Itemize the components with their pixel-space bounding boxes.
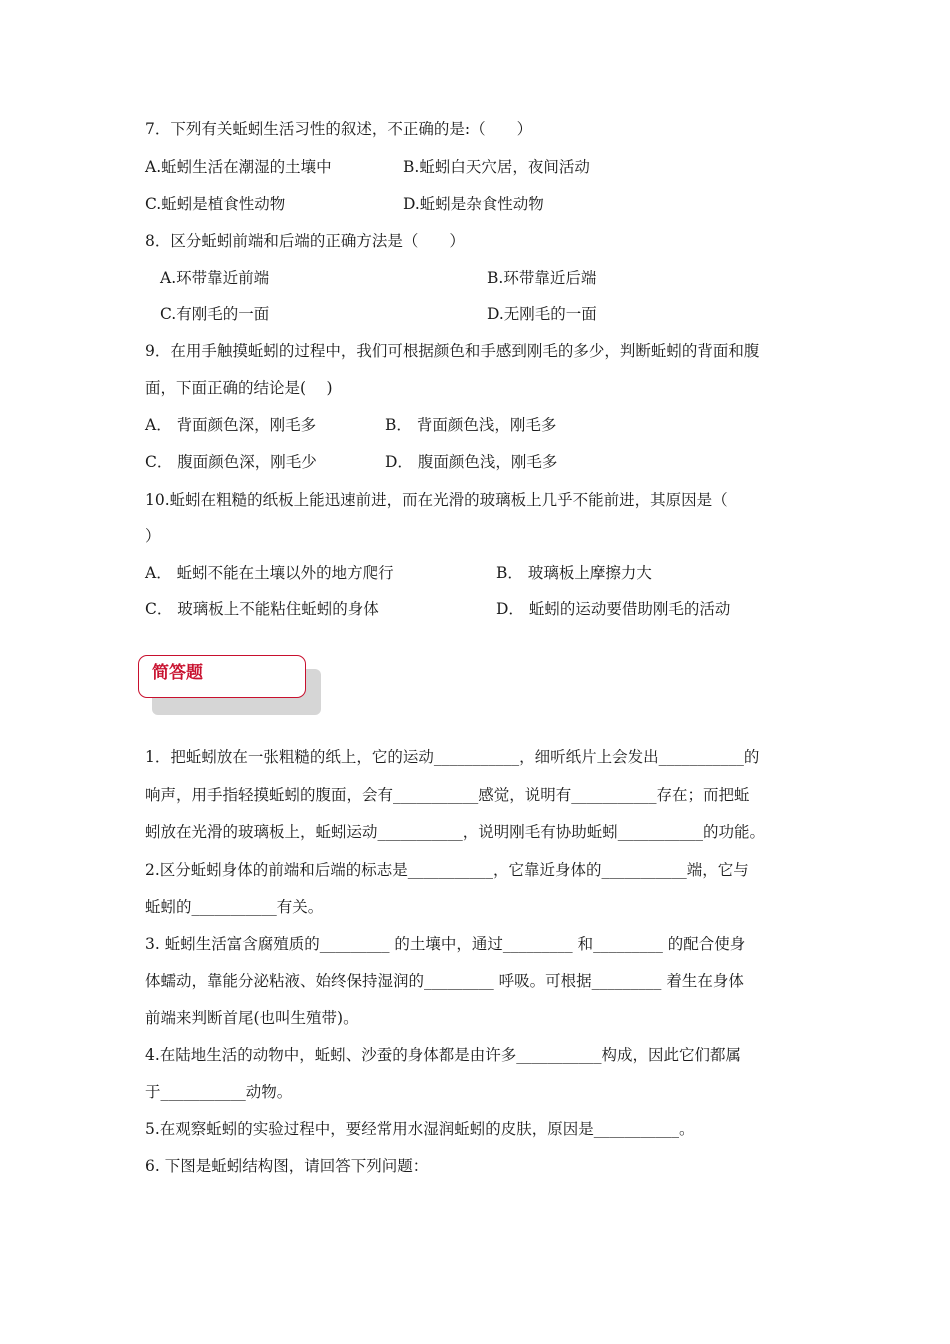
sa1-line3: 蚓放在光滑的玻璃板上，蚯蚓运动___________，说明刚毛有协助蚯蚓___________的功能。 [145,823,766,841]
q7-option-c: C.蚯蚓是植食性动物 [145,195,286,213]
q7-option-d: D.蚯蚓是杂食性动物 [403,195,544,213]
sa1-line2: 响声，用手指轻摸蚯蚓的腹面，会有___________感觉，说明有___________存在；而把蚯 [145,786,750,804]
q10-option-b: B． 玻璃板上摩擦力大 [496,564,652,582]
section-badge [138,655,306,698]
sa4-line1: 4.在陆地生活的动物中，蚯蚓、沙蚕的身体都是由许多___________构成，因此它们都属 [145,1046,742,1064]
section-title: 简答题 [152,663,203,683]
q8-option-c: C.有刚毛的一面 [160,305,270,323]
q8-stem: 8．区分蚯蚓前端和后端的正确方法是（ ） [145,232,465,250]
q10-stem-line1: 10.蚯蚓在粗糙的纸板上能迅速前进，而在光滑的玻璃板上几乎不能前进，其原因是（ [145,491,728,509]
sa3-line2: 体蠕动，靠能分泌粘液、始终保持湿润的_________ 呼吸。可根据_________ 着生在身体 [145,972,744,990]
q9-stem-line2: 面，下面正确的结论是( ) [145,379,333,397]
q10-option-d: D． 蚯蚓的运动要借助刚毛的活动 [496,600,731,618]
sa3-line1: 3. 蚯蚓生活富含腐殖质的_________ 的土壤中，通过_________ 和_________ 的配合使身 [145,935,746,953]
q10-stem-line2: ） [145,527,161,545]
q9-option-a: A． 背面颜色深，刚毛多 [145,416,317,434]
q9-option-d: D． 腹面颜色浅，刚毛多 [385,453,558,471]
q10-option-c: C． 玻璃板上不能粘住蚯蚓的身体 [145,600,379,618]
q7-option-b: B.蚯蚓白天穴居，夜间活动 [403,158,590,176]
sa1-line1: 1．把蚯蚓放在一张粗糙的纸上，它的运动___________，细听纸片上会发出___________的 [145,748,760,766]
q8-option-d: D.无刚毛的一面 [487,305,597,323]
q7-option-a: A.蚯蚓生活在潮湿的土壤中 [145,158,332,176]
q9-stem-line1: 9．在用手触摸蚯蚓的过程中，我们可根据颜色和手感到刚毛的多少，判断蚯蚓的背面和腹 [145,342,760,360]
sa6-line: 6. 下图是蚯蚓结构图，请回答下列问题： [145,1157,429,1175]
sa3-line3: 前端来判断首尾(也叫生殖带)。 [145,1009,359,1027]
sa2-line1: 2.区分蚯蚓身体的前端和后端的标志是___________，它靠近身体的___________端，它与 [145,861,749,879]
q8-option-a: A.环带靠近前端 [160,269,270,287]
q9-option-b: B． 背面颜色浅，刚毛多 [385,416,557,434]
q8-option-b: B.环带靠近后端 [487,269,597,287]
q10-option-a: A． 蚯蚓不能在土壤以外的地方爬行 [145,564,394,582]
q7-stem: 7．下列有关蚯蚓生活习性的叙述，不正确的是:（ ） [145,120,533,138]
sa5-line: 5.在观察蚯蚓的实验过程中，要经常用水湿润蚯蚓的皮肤，原因是___________。 [145,1120,695,1138]
q9-option-c: C． 腹面颜色深，刚毛少 [145,453,317,471]
sa4-line2: 于___________动物。 [145,1083,293,1101]
sa2-line2: 蚯蚓的___________有关。 [145,898,324,916]
